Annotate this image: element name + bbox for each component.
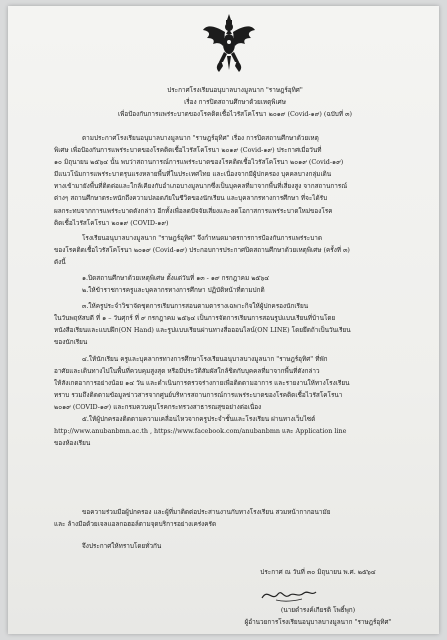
paragraph-line: ตามประกาศโรงเรียนอนุบาลบางมูลนาก "ราษฎร์อุทิศ" เรื่อง การปิดสถานศึกษาด้วยเหตุ: [82, 134, 319, 142]
date-line: [208, 566, 428, 578]
website-links: http://www.anubanbmn.ac.th , https://www.facebook.com/anubanbmn และ Application line: [54, 427, 347, 436]
measures-list: [54, 272, 416, 449]
document-page: [8, 6, 439, 634]
list-item-5: [54, 413, 416, 449]
list-item-line: ๓.ให้ครูประจำวิชาจัดชุดการเรียนการสอนตามตารางเฉพาะกิจให้ผู้ปกครองนักเรียน: [82, 302, 309, 311]
closing-paragraph: [54, 506, 416, 530]
list-item-line: ในวันพฤหัสบดี ที่ ๑ – วันศุกร์ ที่ ๙ กรกฎาคม ๒๕๖๔ เป็นการจัดการเรียนการสอนรูปแบบเรียนที่บ้านโดย: [54, 314, 336, 323]
closing-line: ขอความร่วมมือผู้ปกครอง และผู้ที่มาติดต่อประสานงานกับทางโรงเรียน สวมหน้ากากอนามัย: [82, 508, 331, 516]
paragraph-1: [54, 132, 416, 229]
list-item-line: ของนักเรียน: [54, 338, 88, 347]
date-text: ประกาศ ณ วันที่ ๓๐ มิถุนายน พ.ศ. ๒๕๖๔: [260, 568, 376, 576]
paragraph-line: ทางเข้ามายังพื้นที่ติดต่อและใกล้เคียงกับอำเภอบางมูลนากซึ่งเป็นบุคคลที่มาจากพื้นที่เสี่ยงสูง จากสถานการณ์: [54, 182, 348, 191]
paragraph-line: ดังนี้: [54, 258, 66, 267]
list-item-line: ของห้องเรียน: [54, 439, 91, 448]
list-item-line: หนังสือเรียนและแบบฝึก(ON Hand) และรูปแบบเรียนผ่านทางสื่อออนไลน์(ON LINE) โดยยึดถ้าเป็นวันเรียน: [54, 326, 351, 335]
list-item-line: ทราบ รวมถึงติดตามข้อมูลข่าวสารจากศูนย์บริหารสถานการณ์การแพร่ระบาดของโรคติดเชื้อไวรัสโคโรนา: [54, 390, 343, 399]
announce-line: [54, 540, 416, 552]
paragraph-line: ผลกระทบจากการแพร่ระบาดดังกล่าว อีกทั้งเพื่อลดปัจจัยเสี่ยงและลดโอกาสการแพร่ระบาดใหม่ของโรค: [54, 206, 333, 215]
paragraph-line: มีแนวโน้มการแพร่ระบาดรุนแรงหลายพื้นที่ในประเทศไทย และเนื่องจากมีผู้ปกครอง บุคคลบางกลุ่มเดิน: [54, 170, 332, 179]
signature-block: [208, 604, 428, 628]
paragraph-line: ๑๐ มิถุนายน ๒๕๖๔ นั้น พบว่าสถานการณ์การแพร่ระบาดของโรคติดเชื้อไวรัสโคโรนา ๒๐๑๙ (Covid-๑๙): [54, 158, 344, 167]
list-item-line: ๔.ให้นักเรียน ครูและบุคลากรทางการศึกษาโรงเรียนอนุบาลบางมูลนาก "ราษฎร์อุทิศ" ที่พัก: [82, 354, 328, 363]
announce-text: จึงประกาศให้ทราบโดยทั่วกัน: [82, 542, 162, 550]
signer-title: ผู้อำนวยการโรงเรียนอนุบาลบางมูลนาก "ราษฎร์อุทิศ": [244, 618, 392, 626]
list-item-1: ๑.ปิดสถานศึกษาด้วยเหตุพิเศษ ตั้งแต่วันที่ ๑๓ - ๑๙ กรกฎาคม ๒๕๖๔: [82, 274, 270, 282]
paragraph-line: โรงเรียนอนุบาลบางมูลนาก "ราษฎร์อุทิศ" จึงกำหนดมาตรการการป้องกันการแพร่ระบาด: [82, 234, 322, 242]
document-header: [54, 84, 416, 120]
list-item-4: [54, 353, 416, 413]
list-item-3: [54, 300, 416, 348]
header-line-2: เรื่อง การปิดสถานศึกษาด้วยเหตุพิเศษ: [184, 98, 286, 107]
paragraph-line: พิเศษ เพื่อป้องกันการแพร่ระบาดของโรคติดเชื้อไวรัสโคโรนา ๒๐๑๙ (Covid-๑๙) ประกาศเมื่อวันที่: [54, 146, 322, 155]
signer-name: (นายดำรงค์เกียรติ โพธิ์พุก): [280, 606, 356, 614]
list-item-line: ๒๐๑๙ (COVID-๑๙) และกรมควบคุมโรคกระทรวงสาธารณสุขอย่างต่อเนื่อง: [54, 402, 262, 411]
list-item-line: อาศัยและเดินทางไปในพื้นที่ควบคุมสูงสุด หรือมีประวัติสัมผัสใกล้ชิดกับบุคคลที่มาจากพื้นที่ดังกล่าว: [54, 366, 320, 375]
header-line-1: ประกาศโรงเรียนอนุบาลบางมูลนาก "ราษฎร์อุทิศ": [167, 86, 303, 94]
garuda-emblem-icon: [201, 12, 257, 74]
signature-icon: [258, 586, 318, 604]
list-item-2: ๒.ให้ข้าราชการครูและบุคลากรทางการศึกษา ปฏิบัติหน้าที่ตามปกติ: [82, 286, 265, 295]
paragraph-line: ติดเชื้อไวรัสโคโรนา ๒๐๑๙ (COVID-๑๙): [54, 218, 169, 227]
paragraph-line: ต่างๆ สถานศึกษาตระหนักถึงความปลอดภัยในชีวิตของนักเรียน และบุคลากรทางการศึกษา ที่จะได้รับ: [54, 194, 328, 203]
paragraph-line: ของโรคติดเชื้อไวรัสโคโรนา ๒๐๑๙ (Covid-๑๙) ประกอบการประกาศปิดสถานศึกษาด้วยเหตุพิเศษ (ครั้งที่ ๓): [54, 246, 350, 255]
closing-line: และ ล้างมือด้วยเจลแอลกอฮอล์ตามจุดบริการอย่างเคร่งครัด: [54, 520, 217, 529]
header-line-3: เพื่อป้องกันการแพร่ระบาดของโรคติดเชื้อไวรัสโคโรนา ๒๐๑๙ (Covid-๑๙) (ฉบับที่ ๓): [118, 110, 352, 119]
paragraph-2: [54, 232, 416, 268]
list-item-line: ๕.ให้ผู้ปกครองติดตามความเคลื่อนไหวจากครูประจำชั้นและโรงเรียน ผ่านทางเว็บไซต์: [82, 415, 316, 424]
list-item-line: ให้สังเกตอาการอย่างน้อย ๑๔ วัน และดำเนินการตรวจร่างกายเพื่อติดตามอาการ และรายงานให้ทางโรงเรียน: [54, 378, 350, 387]
